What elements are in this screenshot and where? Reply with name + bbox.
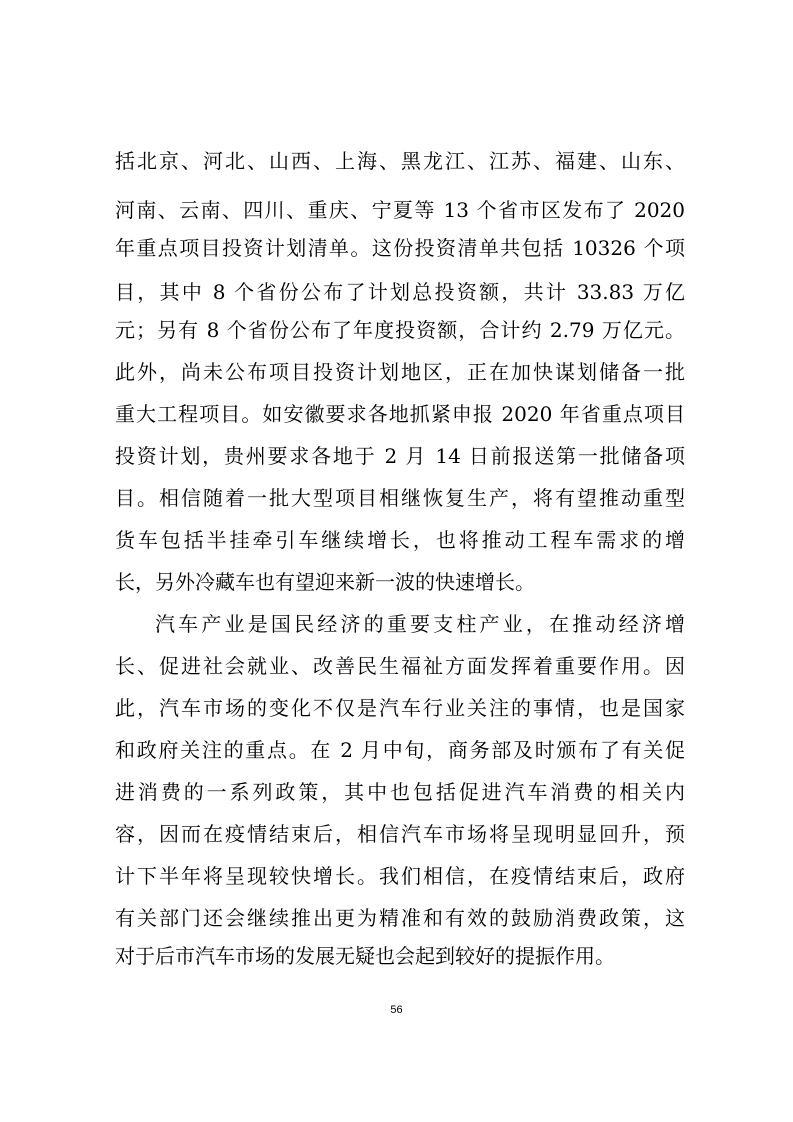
paragraph-2-line-6: 容，因而在疫情结束后，相信汽车市场将呈现明显回升，预: [115, 822, 685, 846]
paragraph-2-line-5: 进消费的一系列政策，其中也包括促进汽车消费的相关内: [115, 780, 685, 804]
page-number: 56: [390, 1004, 403, 1016]
paragraph-2-line-7: 计下半年将呈现较快增长。我们相信，在疫情结束后，政府: [115, 864, 685, 888]
paragraph-2-line-1: 汽车产业是国民经济的重要支柱产业，在推动经济增: [155, 612, 685, 636]
paragraph-1-line-5: 元；另有 8 个省份公布了年度投资额，合计约 2.79 万亿元。: [115, 318, 685, 342]
paragraph-1-line-8: 投资计划，贵州要求各地于 2 月 14 日前报送第一批储备项: [115, 444, 685, 468]
paragraph-1-line-10: 货车包括半挂牵引车继续增长，也将推动工程车需求的增: [115, 528, 685, 552]
paragraph-2-line-4: 和政府关注的重点。在 2 月中旬，商务部及时颁布了有关促: [115, 738, 685, 762]
paragraph-2-line-8: 有关部门还会继续推出更为精准和有效的鼓励消费政策，这: [115, 906, 685, 930]
paragraph-1-line-6: 此外，尚未公布项目投资计划地区，正在加快谋划储备一批: [115, 360, 685, 384]
paragraph-1-line-3: 年重点项目投资计划清单。这份投资清单共包括 10326 个项: [115, 236, 685, 260]
paragraph-2-line-2: 长、促进社会就业、改善民生福祉方面发挥着重要作用。因: [115, 654, 685, 678]
paragraph-2-line-9: 对于后市汽车市场的发展无疑也会起到较好的提振作用。: [115, 944, 615, 968]
paragraph-1-line-4: 目，其中 8 个省份公布了计划总投资额，共计 33.83 万亿: [115, 280, 685, 304]
paragraph-1-line-11: 长，另外冷藏车也有望迎来新一波的快速增长。: [115, 570, 535, 594]
paragraph-1-line-9: 目。相信随着一批大型项目相继恢复生产，将有望推动重型: [115, 486, 685, 510]
paragraph-1-line-1: 括北京、河北、山西、上海、黑龙江、江苏、福建、山东、: [115, 149, 685, 173]
paragraph-2-line-3: 此，汽车市场的变化不仅是汽车行业关注的事情，也是国家: [115, 696, 685, 720]
paragraph-1-line-7: 重大工程项目。如安徽要求各地抓紧申报 2020 年省重点项目: [115, 402, 685, 426]
paragraph-1-line-2: 河南、云南、四川、重庆、宁夏等 13 个省市区发布了 2020: [115, 198, 685, 222]
